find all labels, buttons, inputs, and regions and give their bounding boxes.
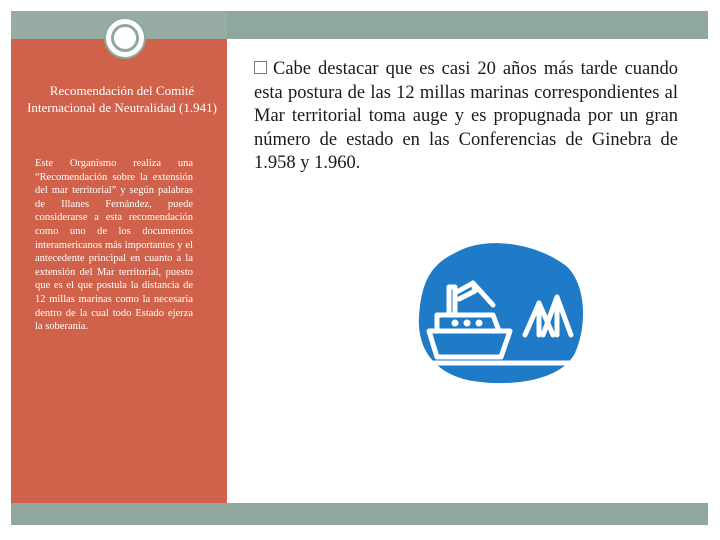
main-bullet-text: Cabe destacar que es casi 20 años más tarde cuando esta postura de las 12 millas marinas correspondientes al Mar territorial toma auge y es propugnada por un gran número de estado en las Conferencias de Ginebra de 1.958 y 1.960. (254, 59, 678, 173)
main-bullet-paragraph (254, 58, 678, 176)
bullet-box-icon (254, 61, 267, 74)
ship-icon (415, 235, 585, 385)
bottom-frame-bar (11, 503, 708, 525)
sidebar-body-text: Este Organismo realiza una “Recomendación sobre la extensión del mar territorial” y según palabras de Illanes Fernández, puede considerarse a esta recomendación como uno de los documentos interamericanos más importantes y el antecedente principal en cuanto a la extensión del Mar territorial, puesto que es el que postula la distancia de 12 millas marinas como la necesaria dentro de la cual todo Estado ejerza la soberanía. (35, 158, 193, 333)
circle-ornament-inner (111, 24, 139, 52)
circle-ornament-icon (104, 17, 146, 59)
sidebar-title: Recomendación del Comité Internacional de Neutralidad (1.941) (27, 83, 217, 115)
